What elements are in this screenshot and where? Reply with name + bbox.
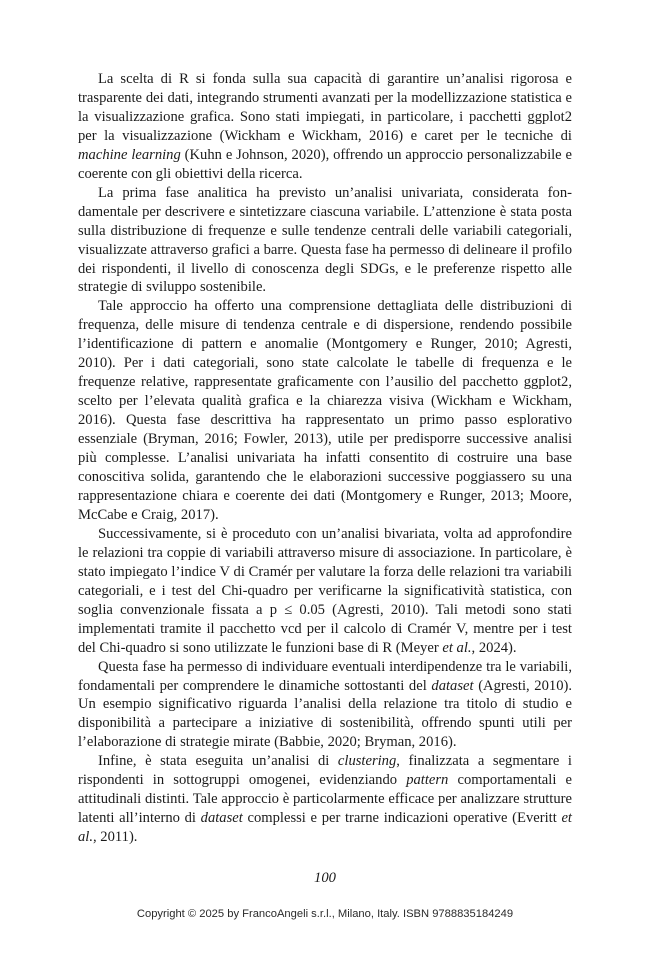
text-run: complessi e per trarne indicazioni operative (Everitt	[242, 810, 562, 827]
text-run: (Kuhn e Johnson, 2020), offrendo un approccio personalizzabile e coerente con gli obiettivi della ricerca.	[78, 146, 573, 182]
text-run: Successivamente, si è proceduto con un’analisi bivariata, volta ad approfondire le relazioni tra coppie di variabili attraverso misure di associazione. In particolare, è stato impiegato l’indice V di Cramér per valutare la forza delle relazioni tra variabili categoriali, e i test del Chi-quadro per verificarne la significatività statistica, con soglia convenzionale fissata a p ≤ 0.05 (Agresti, 2010). Tali metodi sono stati implementati tramite il pacchetto vcd per il calcolo di Cramér V, mentre per i test del Chi-quadro si sono utilizzate le funzioni base di R (Meyer	[78, 525, 572, 656]
text-run: Questa fase ha permesso di individuare eventuali interdipendenze tra le variabili, fondamentali per comprendere le dinamiche sottostanti del	[78, 658, 572, 694]
paragraph-1	[78, 70, 572, 184]
paragraph-5	[78, 658, 572, 753]
italic-term: et al.	[442, 639, 472, 656]
italic-term: machine learning	[78, 146, 181, 163]
page-number: 100	[314, 870, 336, 886]
italic-term: dataset	[431, 677, 474, 694]
italic-term: pattern	[406, 772, 449, 789]
italic-term: et al.	[78, 810, 572, 846]
text-run: Tale approccio ha offerto una comprensione dettagliata delle distribuzioni di frequenza, delle misure di tendenza centrale e di dispersione, rendendo possibile l’identificazione di pattern e anomalie (Montgomery e Runger, 2010; Agresti, 2010). Per i dati categoriali, sono state calcolate le tabelle di frequenza e le frequenze relative, rappresentate graficamente con l’ausilio del pacchetto ggplot2, scelto per l’elevata qualità grafica e la chiarezza visiva (Wickham e Wickham, 2016). Questa fase descrittiva ha rappresentato un primo passo esplorativo essenziale (Bryman, 2016; Fowler, 2013), utile per predisporre successive analisi più complesse. L’analisi univariata ha infatti consentito di costruire una base conoscitiva solida, garantendo che le elaborazioni successive poggiassero su una rappresentazione chiara e coerente dei dati (Montgomery e Runger, 2013; Moore, McCabe e Craig, 2017).	[78, 298, 572, 523]
text-run: comportamentali e attitudinali distinti. Tale approccio è particolarmente efficace per analizzare strutture latenti all’interno di	[78, 772, 572, 827]
text-run: , 2024).	[471, 639, 517, 656]
paragraph-4	[78, 525, 572, 658]
paragraph-6	[78, 752, 572, 847]
text-run: La scelta di R si fonda sulla sua capacità di garantire un’analisi rigorosa e trasparente dei dati, integrando strumenti avanzati per la modellizzazione statistica e la visualizzazione grafica. Sono stati impiegati, in particolare, i pacchetti ggplot2 per la visualizzazione (Wickham e Wickham, 2016) e caret per le tecniche di	[78, 71, 572, 144]
paragraph-3	[78, 297, 572, 524]
page-body	[78, 70, 572, 847]
copyright-notice: Copyright © 2025 by FrancoAngeli s.r.l., Milano, Italy. ISBN 9788835184249	[136, 908, 514, 920]
text-run: (Agresti, 2010). Un esempio significativo riguarda l’analisi della relazione tra titolo di studio e disponibilità a partecipare a iniziative di sostenibilità, offrendo spunti utili per l’elaborazione di strategie mirate (Babbie, 2020; Bryman, 2016).	[78, 677, 572, 751]
text-run: , 2011).	[93, 829, 138, 846]
text-run: Infine, è stata eseguita un’analisi di	[98, 753, 338, 770]
text-run: , finalizzata a segmentare i rispondenti in sottogruppi omogenei, evidenziando	[78, 753, 572, 789]
italic-term: dataset	[200, 810, 243, 827]
paragraph-2	[78, 184, 572, 298]
italic-term: clustering	[337, 753, 397, 770]
text-run: La prima fase analitica ha previsto un’analisi univariata, considerata fondamentale per descrivere e sintetizzare ciascuna variabile. L’attenzione è stata posta sulla distribuzione di frequenze e sulle tendenze centrali delle variabili categoriali, visualizzate attraverso grafici a barre. Questa fase ha permesso di delineare il profilo dei rispondenti, il livello di conoscenza degli SDGs, e le preferenze rispetto alle strategie di sviluppo sostenibile.	[78, 184, 572, 296]
